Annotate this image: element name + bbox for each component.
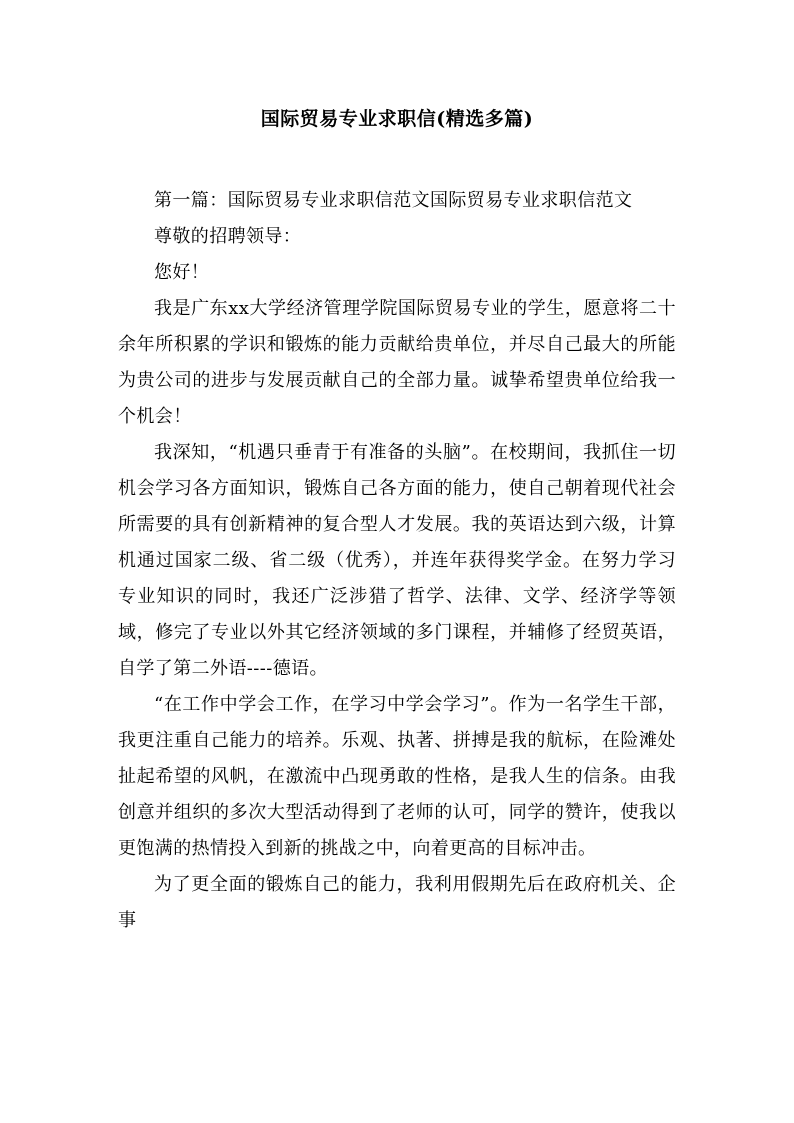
document-title: 国际贸易专业求职信(精选多篇) — [260, 108, 534, 130]
body-paragraph: 我深知，“机遇只垂青于有准备的头脑”。在校期间，我抓住一切机会学习各方面知识，锻炼自己各方面的能力，使自己朝着现代社会所需要的具有创新精神的复合型人才发展。我的英语达到六级，计算机通过国家二级、省二级（优秀），并连年获得奖学金。在努力学习专业知识的同时，我还广泛涉猎了哲学、法律、文学、经济学等领域，修完了专业以外其它经济领域的多门课程，并辅修了经贸英语，自学了第二外语----德语。 — [118, 442, 676, 679]
body-paragraph: “在工作中学会工作，在学习中学会学习”。作为一名学生干部，我更注重自己能力的培养。乐观、执著、拼搏是我的航标，在险滩处扯起希望的风帆，在激流中凸现勇敢的性格，是我人生的信条。由我创意并组织的多次大型活动得到了老师的认可，同学的赞许，使我以更饱满的热情投入到新的挑战之中，向着更高的目标冲击。 — [118, 694, 676, 859]
section-heading: 第一篇：国际贸易专业求职信范文国际贸易专业求职信范文 — [154, 190, 633, 211]
salutation: 尊敬的招聘领导： — [154, 226, 302, 247]
body-paragraph: 我是广东xx大学经济管理学院国际贸易专业的学生，愿意将二十余年所积累的学识和锻炼的能力贡献给贵单位，并尽自己最大的所能为贵公司的进步与发展贡献自己的全部力量。诚挚希望贵单位给我一个机会！ — [118, 298, 676, 427]
body-paragraph: 为了更全面的锻炼自己的能力，我利用假期先后在政府机关、企事 — [118, 874, 676, 931]
greeting: 您好！ — [154, 262, 210, 283]
document-body — [118, 183, 676, 939]
